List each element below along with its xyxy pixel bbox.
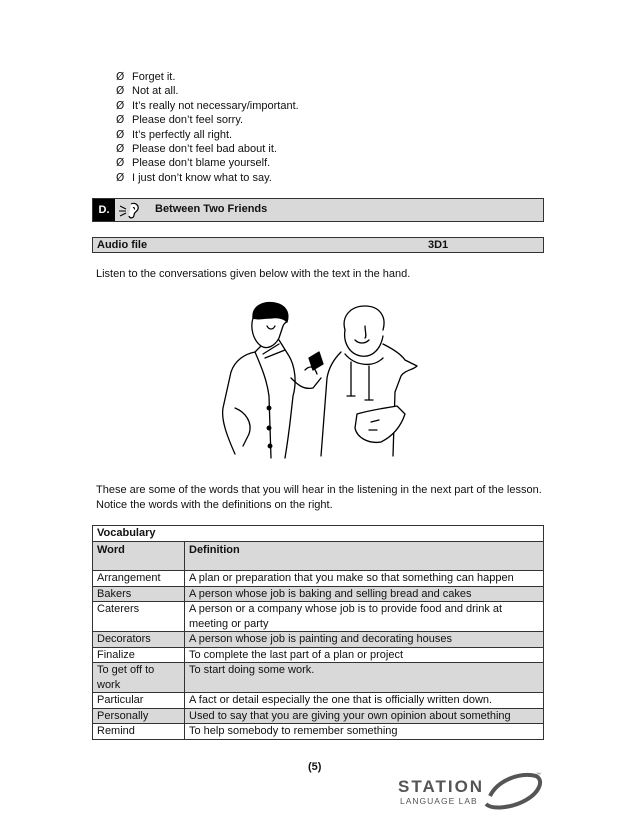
- table-row: [93, 602, 543, 632]
- audio-label: Audio file: [97, 239, 148, 251]
- table-row: [93, 663, 543, 693]
- table-caption: Vocabulary: [93, 526, 543, 542]
- vocab-definition: A person whose job is baking and selling bread and cakes: [189, 587, 472, 600]
- vocab-definition: Used to say that you are giving your own opinion about something: [189, 709, 511, 722]
- table-row: [93, 571, 543, 587]
- table-row: [93, 587, 543, 603]
- vocab-word: Remind: [93, 724, 185, 739]
- vocab-word: Finalize: [93, 648, 185, 663]
- logo-tagline: LANGUAGE LAB: [400, 796, 478, 806]
- phrase-item: Ø Not at all.: [116, 85, 179, 98]
- vocab-definition: To start doing some work.: [189, 664, 315, 676]
- vocabulary-table: [92, 525, 544, 740]
- column-header-definition: Definition: [189, 544, 240, 556]
- section-header: [92, 198, 544, 222]
- vocab-word: Particular: [93, 693, 185, 708]
- logo-tm: ™: [536, 772, 541, 778]
- phrase-item: Ø I just don’t know what to say.: [116, 171, 272, 184]
- table-header-row: [93, 542, 543, 571]
- table-row: [93, 709, 543, 725]
- vocab-definition: A person or a company whose job is to provide food and drink at meeting or party: [189, 603, 503, 630]
- vocab-definition: A plan or preparation that you make so that something can happen: [189, 572, 514, 584]
- vocab-word: To get off to work: [93, 663, 185, 692]
- vocab-intro-line: These are some of the words that you will hear in the listening in the next part of the lesson.: [96, 484, 542, 496]
- audio-code: 3D1: [428, 239, 449, 251]
- section-letter: D.: [93, 199, 115, 221]
- logo-name: STATION: [398, 777, 485, 796]
- vocab-intro: [96, 483, 556, 513]
- vocab-definition: To complete the last part of a plan or project: [189, 648, 404, 661]
- ear-listening-icon: [117, 200, 143, 221]
- vocab-definition: A person whose job is painting and decorating houses: [189, 633, 452, 645]
- phrase-item: Ø Please don’t feel sorry.: [116, 114, 244, 127]
- table-row: [93, 632, 543, 648]
- phrase-item: Ø Please don’t feel bad about it.: [116, 143, 277, 156]
- audio-file-bar: [92, 237, 544, 253]
- column-header-word: Word: [93, 542, 185, 570]
- vocab-word: Caterers: [93, 602, 185, 631]
- phrase-list: [116, 70, 299, 185]
- table-row: [93, 648, 543, 664]
- two-friends-illustration: [205, 296, 425, 460]
- vocab-intro-line: Notice the words with the definitions on the right.: [96, 499, 333, 511]
- vocab-word: Personally: [93, 709, 185, 724]
- phrase-item: Ø It’s perfectly all right.: [116, 128, 233, 141]
- listen-instruction: Listen to the conversations given below with the text in the hand.: [96, 268, 411, 280]
- phrase-item: Ø It’s really not necessary/important.: [116, 99, 299, 112]
- vocab-word: Bakers: [93, 587, 185, 602]
- phrase-item: Ø Forget it.: [116, 71, 176, 83]
- station-language-lab-logo: [394, 770, 544, 812]
- vocab-definition: A fact or detail especially the one that is officially written down.: [189, 694, 493, 706]
- table-row: [93, 693, 543, 709]
- table-row: [93, 724, 543, 739]
- vocab-word: Arrangement: [93, 571, 185, 586]
- section-title: Between Two Friends: [155, 203, 268, 215]
- phrase-item: Ø Please don’t blame yourself.: [116, 157, 271, 170]
- vocab-word: Decorators: [93, 632, 185, 647]
- vocab-definition: To help somebody to remember something: [189, 725, 398, 737]
- page-number: (5): [308, 761, 322, 773]
